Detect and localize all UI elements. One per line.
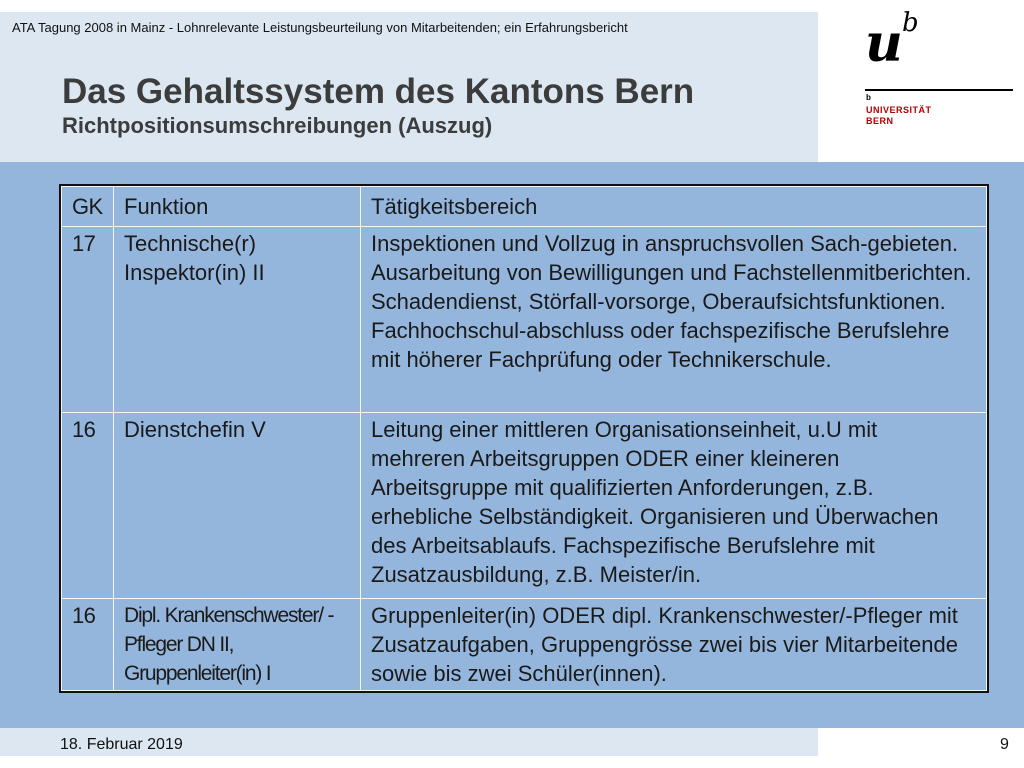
cell-funktion: Dipl. Krankenschwester/ -Pfleger DN II, Gruppenleiter(in) I [114, 599, 361, 691]
cell-gk: 17 [62, 227, 114, 413]
table-row [62, 599, 987, 691]
table-row [62, 227, 987, 413]
logo-rule [865, 89, 1013, 91]
logo-b-mark: b [902, 8, 919, 38]
university-logo [862, 10, 1022, 130]
cell-taetigkeit: Gruppenleiter(in) ODER dipl. Krankenschwester/-Pfleger mit Zusatzaufgaben, Gruppengrösse zwei bis vier Mitarbeitende sowie bis zwei Schüler(innen). [361, 599, 987, 691]
slide-title: Das Gehaltssystem des Kantons Bern [62, 72, 695, 111]
slide-subtitle: Richtpositionsumschreibungen (Auszug) [62, 113, 493, 138]
cell-taetigkeit: Inspektionen und Vollzug in anspruchsvollen Sach-gebieten. Ausarbeitung von Bewilligungen und Fachstellenmitberichten. Schadendienst, Störfall-vorsorge, Oberaufsichtsfunktionen. Fachhochschul-abschluss oder fachspezifische Berufslehre mit höherer Fachprüfung oder Technikerschule. [361, 227, 987, 413]
cell-funktion: Dienstchefin V [114, 413, 361, 599]
logo-wordmark-line1: UNIVERSITÄT [866, 105, 932, 115]
cell-gk: 16 [62, 413, 114, 599]
cell-taetigkeit: Leitung einer mittleren Organisationseinheit, u.U mit mehreren Arbeitsgruppen ODER einer kleineren Arbeitsgruppe mit qualifizierten Anforderungen, z.B. erhebliche Selbständigkeit. Organisieren und Überwachen des Arbeitsablaufs. Fachspezifische Berufslehre mit Zusatzausbildung, z.B. Meister/in. [361, 413, 987, 599]
cell-gk: 16 [62, 599, 114, 691]
header-taetigkeit: Tätigkeitsbereich [361, 187, 987, 227]
table-header-row [62, 187, 987, 227]
page-number: 9 [1000, 736, 1009, 753]
salary-table-frame [59, 184, 989, 693]
cell-funktion: Technische(r) Inspektor(in) II [114, 227, 361, 413]
header-funktion: Funktion [114, 187, 361, 227]
salary-table [61, 186, 987, 691]
logo-wordmark [866, 105, 932, 127]
table-row [62, 413, 987, 599]
conference-line: ATA Tagung 2008 in Mainz - Lohnrelevante Leistungsbeurteilung von Mitarbeitenden; ein Erfahrungsbericht [12, 20, 628, 35]
header-gk: GK [62, 187, 114, 227]
logo-b-small: b [866, 93, 871, 102]
logo-wordmark-line2: BERN [866, 116, 894, 126]
footer-date: 18. Februar 2019 [60, 736, 183, 753]
logo-u-mark: u [865, 13, 903, 74]
